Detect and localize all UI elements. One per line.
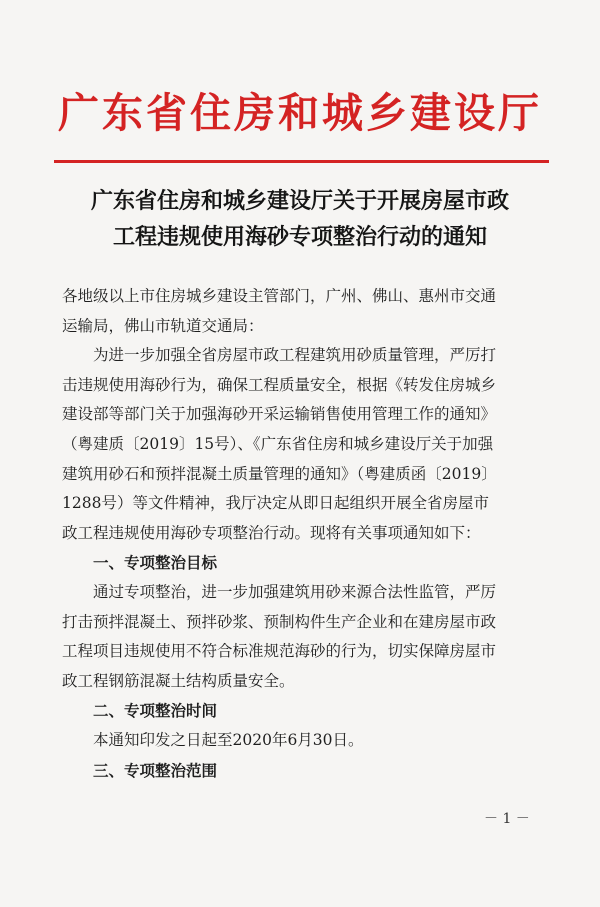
intro-line: 为进一步加强全省房屋市政工程建筑用砂质量管理，严厉打 bbox=[93, 346, 497, 365]
document-title-line-1: 广东省住房和城乡建设厅关于开展房屋市政 bbox=[90, 188, 509, 214]
document-title-line-2: 工程违规使用海砂专项整治行动的通知 bbox=[112, 224, 487, 250]
section-1-line: 通过专项整治，进一步加强建筑用砂来源合法性监管，严厉 bbox=[93, 582, 497, 601]
page-number: － 1 － bbox=[484, 811, 530, 827]
section-3-heading: 三、专项整治范围 bbox=[93, 760, 218, 780]
intro-line: 建设部等部门关于加强海砂开采运输销售使用管理工作的通知》 bbox=[62, 405, 497, 424]
section-1-line: 政工程钢筋混凝土结构质量安全。 bbox=[62, 671, 295, 690]
addressee-line-2: 运输局，佛山市轨道交通局： bbox=[62, 316, 264, 335]
section-1-heading: 一、专项整治目标 bbox=[93, 553, 218, 573]
intro-line: 政工程违规使用海砂专项整治行动。现将有关事项通知如下： bbox=[62, 523, 481, 542]
intro-line: （粤建质〔2019〕15号）、《广东省住房和城乡建设厅关于加强 bbox=[62, 434, 494, 453]
document-body bbox=[62, 282, 538, 785]
section-1-line: 打击预拌混凝土、预拌砂浆、预制构件生产企业和在建房屋市政 bbox=[62, 612, 497, 631]
document-title bbox=[40, 183, 560, 255]
intro-line: 击违规使用海砂行为，确保工程质量安全，根据《转发住房城乡 bbox=[62, 375, 497, 394]
issuing-authority-header: 广东省住房和城乡建设厅 bbox=[58, 89, 542, 137]
intro-line: 建筑用砂石和预拌混凝土质量管理的通知》（粤建质函〔2019〕 bbox=[62, 464, 497, 483]
addressee-line-1: 各地级以上市住房城乡建设主管部门，广州、佛山、惠州市交通 bbox=[62, 287, 497, 305]
intro-line: 1288号）等文件精神，我厅决定从即日起组织开展全省房屋市 bbox=[62, 494, 489, 513]
section-2-text: 本通知印发之日起至2020年6月30日。 bbox=[93, 730, 364, 749]
section-2-heading: 二、专项整治时间 bbox=[93, 701, 218, 721]
section-1-line: 工程项目违规使用不符合标准规范海砂的行为，切实保障房屋市 bbox=[62, 642, 497, 661]
red-header-rule bbox=[54, 160, 549, 163]
